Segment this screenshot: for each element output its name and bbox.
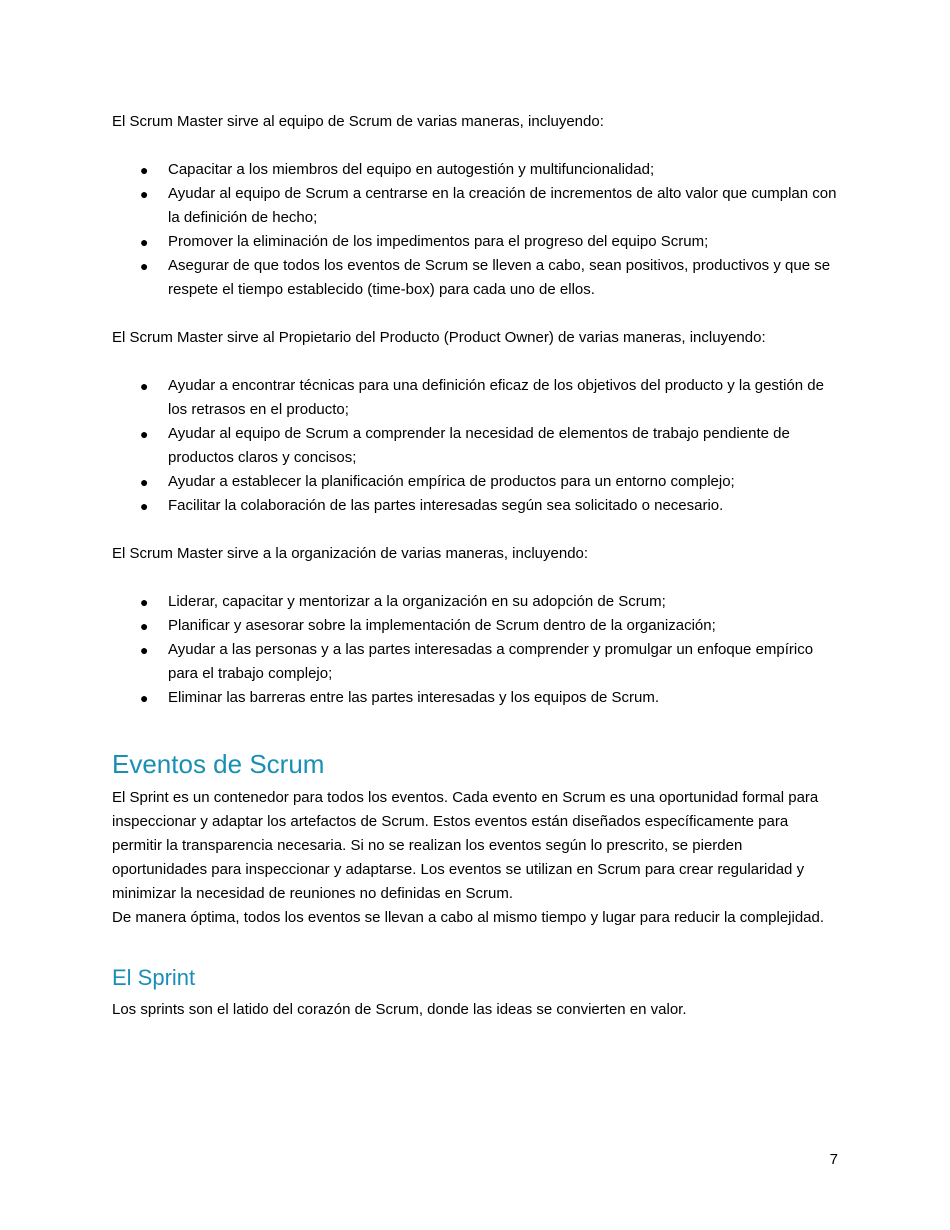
document-page <box>112 110 840 1022</box>
bullet-icon: ● <box>140 642 149 658</box>
scrum-master-org-intro: El Scrum Master sirve a la organización de varias maneras, incluyendo: <box>112 545 589 562</box>
po-services-list <box>112 374 840 518</box>
list-item: ● Ayudar a establecer la planificación empírica de productos para un entorno complejo; <box>112 470 840 494</box>
list-item: ● Ayudar al equipo de Scrum a comprender la necesidad de elementos de trabajo pendiente de productos claros y concisos; <box>112 422 840 470</box>
bullet-icon: ● <box>140 258 149 274</box>
events-heading: Eventos de Scrum <box>112 749 325 779</box>
org-services-list <box>112 590 840 710</box>
bullet-icon: ● <box>140 186 149 202</box>
bullet-icon: ● <box>140 162 149 178</box>
bullet-icon: ● <box>140 498 149 514</box>
list-item: ● Facilitar la colaboración de las partes interesadas según sea solicitado o necesario. <box>112 494 840 518</box>
bullet-icon: ● <box>140 594 149 610</box>
events-paragraph-2: De manera óptima, todos los eventos se llevan a cabo al mismo tiempo y lugar para reducir la complejidad. <box>112 909 825 926</box>
list-item: ● Liderar, capacitar y mentorizar a la organización en su adopción de Scrum; <box>112 590 840 614</box>
bullet-icon: ● <box>140 378 149 394</box>
list-item: ● Ayudar a encontrar técnicas para una definición eficaz de los objetivos del producto y la gestión de los retrasos en el producto; <box>112 374 840 422</box>
bullet-icon: ● <box>140 618 149 634</box>
list-item: ● Promover la eliminación de los impedimentos para el progreso del equipo Scrum; <box>112 230 840 254</box>
list-item: ● Ayudar a las personas y a las partes interesadas a comprender y promulgar un enfoque empírico para el trabajo complejo; <box>112 638 840 686</box>
scrum-master-team-intro: El Scrum Master sirve al equipo de Scrum de varias maneras, incluyendo: <box>112 113 604 130</box>
list-item: ● Capacitar a los miembros del equipo en autogestión y multifuncionalidad; <box>112 158 840 182</box>
list-item: ● Eliminar las barreras entre las partes interesadas y los equipos de Scrum. <box>112 686 840 710</box>
events-paragraph: El Sprint es un contenedor para todos los eventos. Cada evento en Scrum es una oportunidad formal para inspeccionar y adaptar los artefactos de Scrum. Estos eventos están diseñados específicamente para permitir la transparencia necesaria. Si no se realizan los eventos según lo prescrito, se pierden oportunidades para inspeccionar y adaptarse. Los eventos se utilizan en Scrum para crear regularidad y minimizar la necesidad de reuniones no definidas en Scrum. <box>112 789 819 902</box>
page-number: 7 <box>829 1151 838 1168</box>
bullet-icon: ● <box>140 234 149 250</box>
sprint-heading: El Sprint <box>112 965 196 990</box>
scrum-master-po-intro: El Scrum Master sirve al Propietario del Producto (Product Owner) de varias maneras, incluyendo: <box>112 329 766 346</box>
list-item: ● Asegurar de que todos los eventos de Scrum se lleven a cabo, sean positivos, productivos y que se respete el tiempo establecido (time-box) para cada uno de ellos. <box>112 254 840 302</box>
team-services-list <box>112 158 840 302</box>
bullet-icon: ● <box>140 690 149 706</box>
bullet-icon: ● <box>140 474 149 490</box>
list-item: ● Planificar y asesorar sobre la implementación de Scrum dentro de la organización; <box>112 614 840 638</box>
bullet-icon: ● <box>140 426 149 442</box>
sprint-paragraph: Los sprints son el latido del corazón de Scrum, donde las ideas se convierten en valor. <box>112 1001 687 1018</box>
list-item: ● Ayudar al equipo de Scrum a centrarse en la creación de incrementos de alto valor que cumplan con la definición de hecho; <box>112 182 840 230</box>
